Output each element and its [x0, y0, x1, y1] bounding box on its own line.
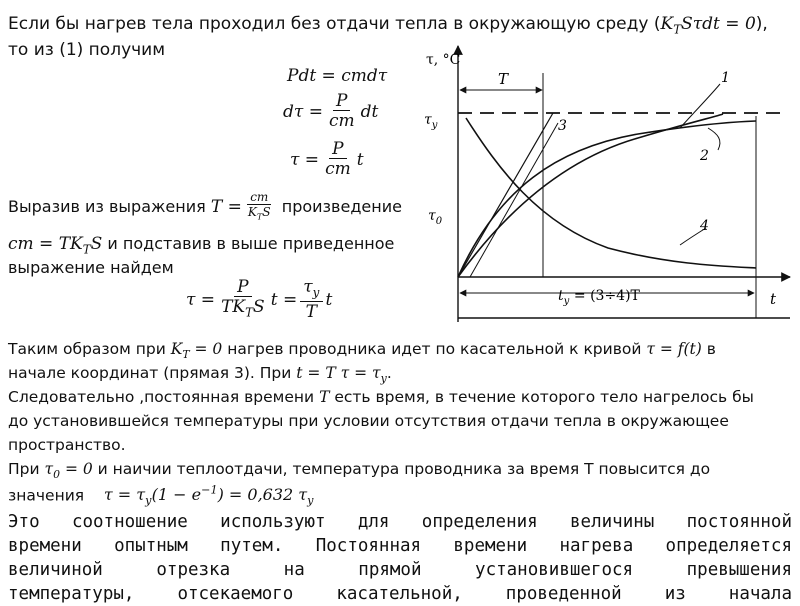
series-label-1: 1: [721, 70, 730, 86]
express-line-2: cm = $TK_TS$ и подставив в выше приведенное: [8, 234, 395, 257]
express-line-1: Выразив из выражения T = $\frac{cm}{K_TS}$ произведение: [8, 190, 402, 222]
formula-dtau: dτ = $\frac{P}{cm}$ dt: [283, 91, 379, 131]
formula-energy-balance: Pdt = cmdτ: [287, 66, 388, 86]
series-label-2: 2: [700, 148, 709, 164]
period-label: T: [498, 70, 509, 88]
express-line-3: выражение найдем: [8, 258, 174, 277]
body-line-7: значения $\tau = \tau_у(1 - e^{-1}) = 0,632$ $\tau_у$: [8, 484, 314, 508]
curve-1-leader: [680, 84, 720, 128]
mono-line-3: величиной отрезка на прямой установившегося превышения: [8, 560, 792, 580]
tangent-line-3-b: [470, 123, 558, 277]
formula-result: τ = $\frac{P}{TK_TS}$ t = $\frac{\tau_у}{T}$ t: [186, 277, 333, 323]
tangent-line-3: [458, 113, 553, 277]
y-tick-steady: $\tau_у$: [424, 112, 438, 131]
steady-time-label: $t_у = (3\div 4)T$: [558, 288, 640, 307]
mono-line-2: времени опытным путем. Постоянная времени нагрева определяется: [8, 536, 792, 556]
intro-formula: $K_TS\tau dt = 0$: [660, 14, 756, 37]
intro-text: Если бы нагрев тела проходил без отдачи тепла в окружающую среду (: [8, 14, 661, 34]
y-tick-initial: $\tau_0$: [428, 208, 443, 227]
curve-2-leader: [708, 128, 720, 150]
mono-line-4: температуры, отсекаемого касательной, проведенной из начала: [8, 584, 792, 604]
body-line-5: пространство.: [8, 436, 126, 454]
series-label-3: 3: [558, 118, 567, 134]
body-line-1: Таким образом при $K_T = 0$ нагрев проводника идет по касательной к кривой τ = f(t) в: [8, 340, 716, 362]
body-line-4: до установившейся температуры при условии отсутствия отдачи тепла в окружающее: [8, 412, 729, 430]
body-line-2: начале координат (прямая 3). При t = T $\tau = \tau_у$.: [8, 364, 392, 386]
mono-line-1: Это соотношение используют для определения величины постоянной: [8, 512, 792, 532]
series-label-4: 4: [700, 218, 709, 234]
formula-tau: τ = $\frac{P}{cm}$ t: [290, 139, 364, 179]
body-line-3: Следовательно ,постоянная времени T есть время, в течение которого тело нагрелось бы: [8, 388, 754, 406]
heating-chart: [418, 38, 798, 328]
intro-line-1: Если бы нагрев тела проходил без отдачи тепла в окружающую среду $(K_TS\tau dt = 0)$,: [8, 14, 768, 37]
y-axis-label: τ, °C: [426, 52, 461, 68]
body-line-6: При $\tau_0 = 0$ и наичии теплоотдачи, температура проводника за время Т повысится до: [8, 460, 711, 482]
x-axis-label: t: [770, 290, 777, 308]
curve-1: [458, 114, 723, 277]
intro-line-2: то из (1) получим: [8, 40, 166, 60]
